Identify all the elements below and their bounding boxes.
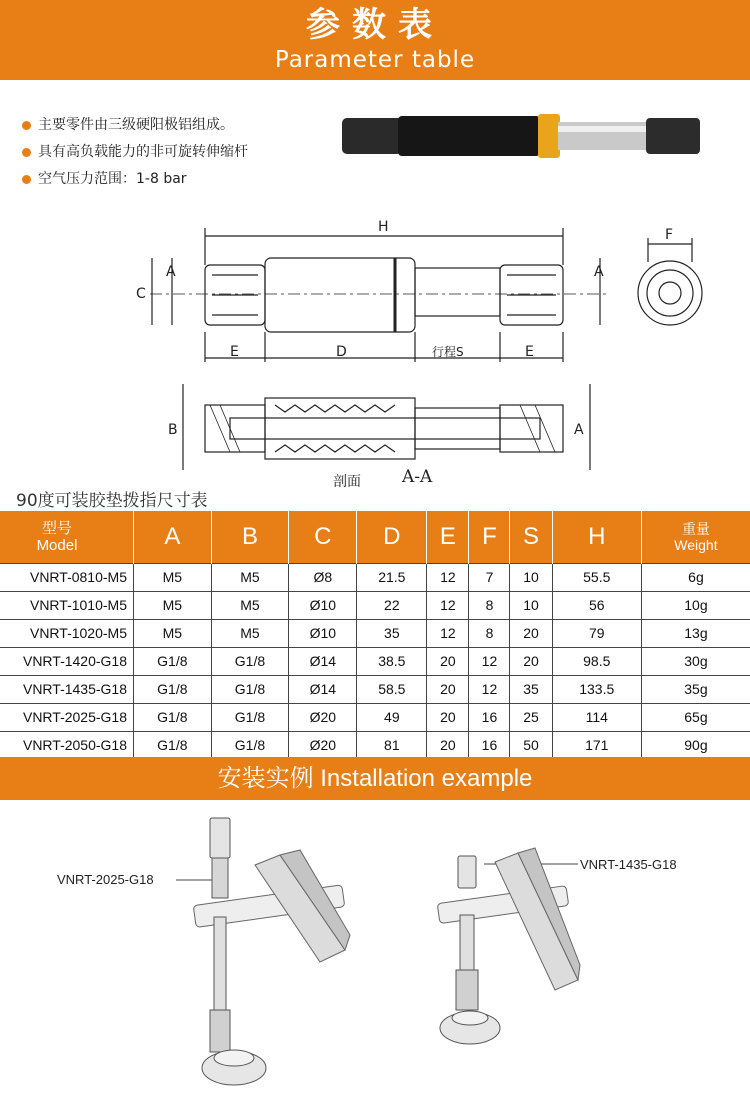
value-cell: 98.5 bbox=[552, 647, 641, 675]
side-view-drawing bbox=[150, 228, 702, 362]
header-a: A bbox=[134, 511, 212, 563]
header-h: H bbox=[552, 511, 641, 563]
value-cell: Ø14 bbox=[289, 675, 357, 703]
dim-a-label-section: A bbox=[574, 422, 584, 438]
value-cell: 35 bbox=[357, 619, 427, 647]
value-cell: 20 bbox=[427, 675, 469, 703]
value-cell: 35 bbox=[510, 675, 552, 703]
header-f: F bbox=[469, 511, 510, 563]
value-cell: Ø10 bbox=[289, 591, 357, 619]
dim-h-label: H bbox=[378, 219, 389, 235]
table-row bbox=[0, 591, 750, 619]
value-cell: Ø8 bbox=[289, 563, 357, 591]
header-text: Model bbox=[36, 536, 78, 554]
page-subtitle: Parameter table bbox=[274, 47, 476, 73]
model-cell: VNRT-1420-G18 bbox=[0, 647, 134, 675]
value-cell: 20 bbox=[427, 647, 469, 675]
header-model bbox=[0, 511, 134, 563]
model-cell: VNRT-1010-M5 bbox=[0, 591, 134, 619]
value-cell: M5 bbox=[211, 591, 289, 619]
dim-b-label: B bbox=[168, 422, 178, 438]
value-cell: 35g bbox=[641, 675, 750, 703]
table-row bbox=[0, 703, 750, 731]
dim-stroke-label: 行程S bbox=[432, 345, 464, 359]
dim-e-label: E bbox=[230, 344, 239, 360]
model-cell: VNRT-2050-G18 bbox=[0, 731, 134, 759]
value-cell: Ø20 bbox=[289, 703, 357, 731]
table-title: 90度可装胶垫拨指尺寸表 bbox=[16, 491, 208, 511]
value-cell: 21.5 bbox=[357, 563, 427, 591]
table-row bbox=[0, 647, 750, 675]
dim-a-label-right: A bbox=[594, 264, 604, 280]
value-cell: 7 bbox=[469, 563, 510, 591]
value-cell: 12 bbox=[427, 619, 469, 647]
section-name: A-A bbox=[402, 467, 433, 487]
header-text: 重量 bbox=[681, 520, 710, 537]
value-cell: 12 bbox=[427, 563, 469, 591]
value-cell: 49 bbox=[357, 703, 427, 731]
page-title: 参数表 bbox=[306, 5, 444, 45]
value-cell: Ø14 bbox=[289, 647, 357, 675]
value-cell: M5 bbox=[134, 591, 212, 619]
section-drawing bbox=[183, 384, 590, 470]
parameter-table bbox=[0, 511, 750, 760]
header-c: C bbox=[289, 511, 357, 563]
value-cell: 30g bbox=[641, 647, 750, 675]
value-cell: G1/8 bbox=[211, 675, 289, 703]
value-cell: 20 bbox=[510, 647, 552, 675]
install-label-right: VNRT-1435-G18 bbox=[580, 857, 677, 872]
value-cell: M5 bbox=[211, 563, 289, 591]
value-cell: 10 bbox=[510, 563, 552, 591]
value-cell: 50 bbox=[510, 731, 552, 759]
value-cell: 13g bbox=[641, 619, 750, 647]
value-cell: 55.5 bbox=[552, 563, 641, 591]
value-cell: 65g bbox=[641, 703, 750, 731]
value-cell: 171 bbox=[552, 731, 641, 759]
dim-e-label-right: E bbox=[525, 344, 534, 360]
value-cell: 6g bbox=[641, 563, 750, 591]
value-cell: Ø10 bbox=[289, 619, 357, 647]
install-label-left: VNRT-2025-G18 bbox=[57, 872, 154, 887]
value-cell: M5 bbox=[134, 563, 212, 591]
value-cell: G1/8 bbox=[134, 703, 212, 731]
model-cell: VNRT-1020-M5 bbox=[0, 619, 134, 647]
table-row bbox=[0, 563, 750, 591]
value-cell: 81 bbox=[357, 731, 427, 759]
value-cell: 90g bbox=[641, 731, 750, 759]
table-row bbox=[0, 731, 750, 759]
table-row bbox=[0, 619, 750, 647]
install-banner: 安装实例 Installation example bbox=[0, 757, 750, 800]
value-cell: 56 bbox=[552, 591, 641, 619]
dim-c-label: C bbox=[136, 286, 146, 302]
value-cell: 20 bbox=[510, 619, 552, 647]
value-cell: 8 bbox=[469, 619, 510, 647]
installation-example-right bbox=[437, 848, 580, 1044]
header-text: 型号 bbox=[41, 519, 72, 537]
value-cell: 114 bbox=[552, 703, 641, 731]
value-cell: 16 bbox=[469, 731, 510, 759]
table-header-row bbox=[0, 511, 750, 563]
feature-item: 具有高负载能力的非可旋转伸缩杆 bbox=[22, 139, 248, 166]
header-e: E bbox=[427, 511, 469, 563]
value-cell: 38.5 bbox=[357, 647, 427, 675]
value-cell: G1/8 bbox=[211, 731, 289, 759]
value-cell: 10 bbox=[510, 591, 552, 619]
value-cell: 8 bbox=[469, 591, 510, 619]
header-text: Weight bbox=[674, 536, 718, 553]
value-cell: 12 bbox=[469, 675, 510, 703]
section-label: 剖面 bbox=[333, 474, 361, 490]
value-cell: M5 bbox=[211, 619, 289, 647]
table-row bbox=[0, 675, 750, 703]
value-cell: Ø20 bbox=[289, 731, 357, 759]
value-cell: 79 bbox=[552, 619, 641, 647]
value-cell: 12 bbox=[469, 647, 510, 675]
feature-item: 主要零件由三级硬阳极铝组成。 bbox=[22, 112, 248, 139]
value-cell: 20 bbox=[427, 703, 469, 731]
technical-drawings bbox=[0, 0, 750, 500]
value-cell: 58.5 bbox=[357, 675, 427, 703]
value-cell: 12 bbox=[427, 591, 469, 619]
model-cell: VNRT-0810-M5 bbox=[0, 563, 134, 591]
value-cell: M5 bbox=[134, 619, 212, 647]
value-cell: 25 bbox=[510, 703, 552, 731]
value-cell: 133.5 bbox=[552, 675, 641, 703]
dim-d-label: D bbox=[336, 344, 347, 360]
value-cell: G1/8 bbox=[134, 675, 212, 703]
value-cell: 20 bbox=[427, 731, 469, 759]
product-photo bbox=[342, 114, 700, 158]
value-cell: G1/8 bbox=[134, 731, 212, 759]
header-s: S bbox=[510, 511, 552, 563]
installation-example-left bbox=[176, 818, 350, 1085]
installation-illustrations bbox=[0, 800, 750, 1101]
dim-a-label: A bbox=[166, 264, 176, 280]
value-cell: 22 bbox=[357, 591, 427, 619]
model-cell: VNRT-1435-G18 bbox=[0, 675, 134, 703]
feature-item: 空气压力范围：1-8 bar bbox=[22, 166, 248, 193]
value-cell: 16 bbox=[469, 703, 510, 731]
value-cell: G1/8 bbox=[134, 647, 212, 675]
value-cell: 10g bbox=[641, 591, 750, 619]
value-cell: G1/8 bbox=[211, 647, 289, 675]
dim-f-label: F bbox=[665, 227, 674, 243]
model-cell: VNRT-2025-G18 bbox=[0, 703, 134, 731]
header-b: B bbox=[211, 511, 289, 563]
value-cell: G1/8 bbox=[211, 703, 289, 731]
header-d: D bbox=[357, 511, 427, 563]
header-weight bbox=[641, 511, 750, 563]
